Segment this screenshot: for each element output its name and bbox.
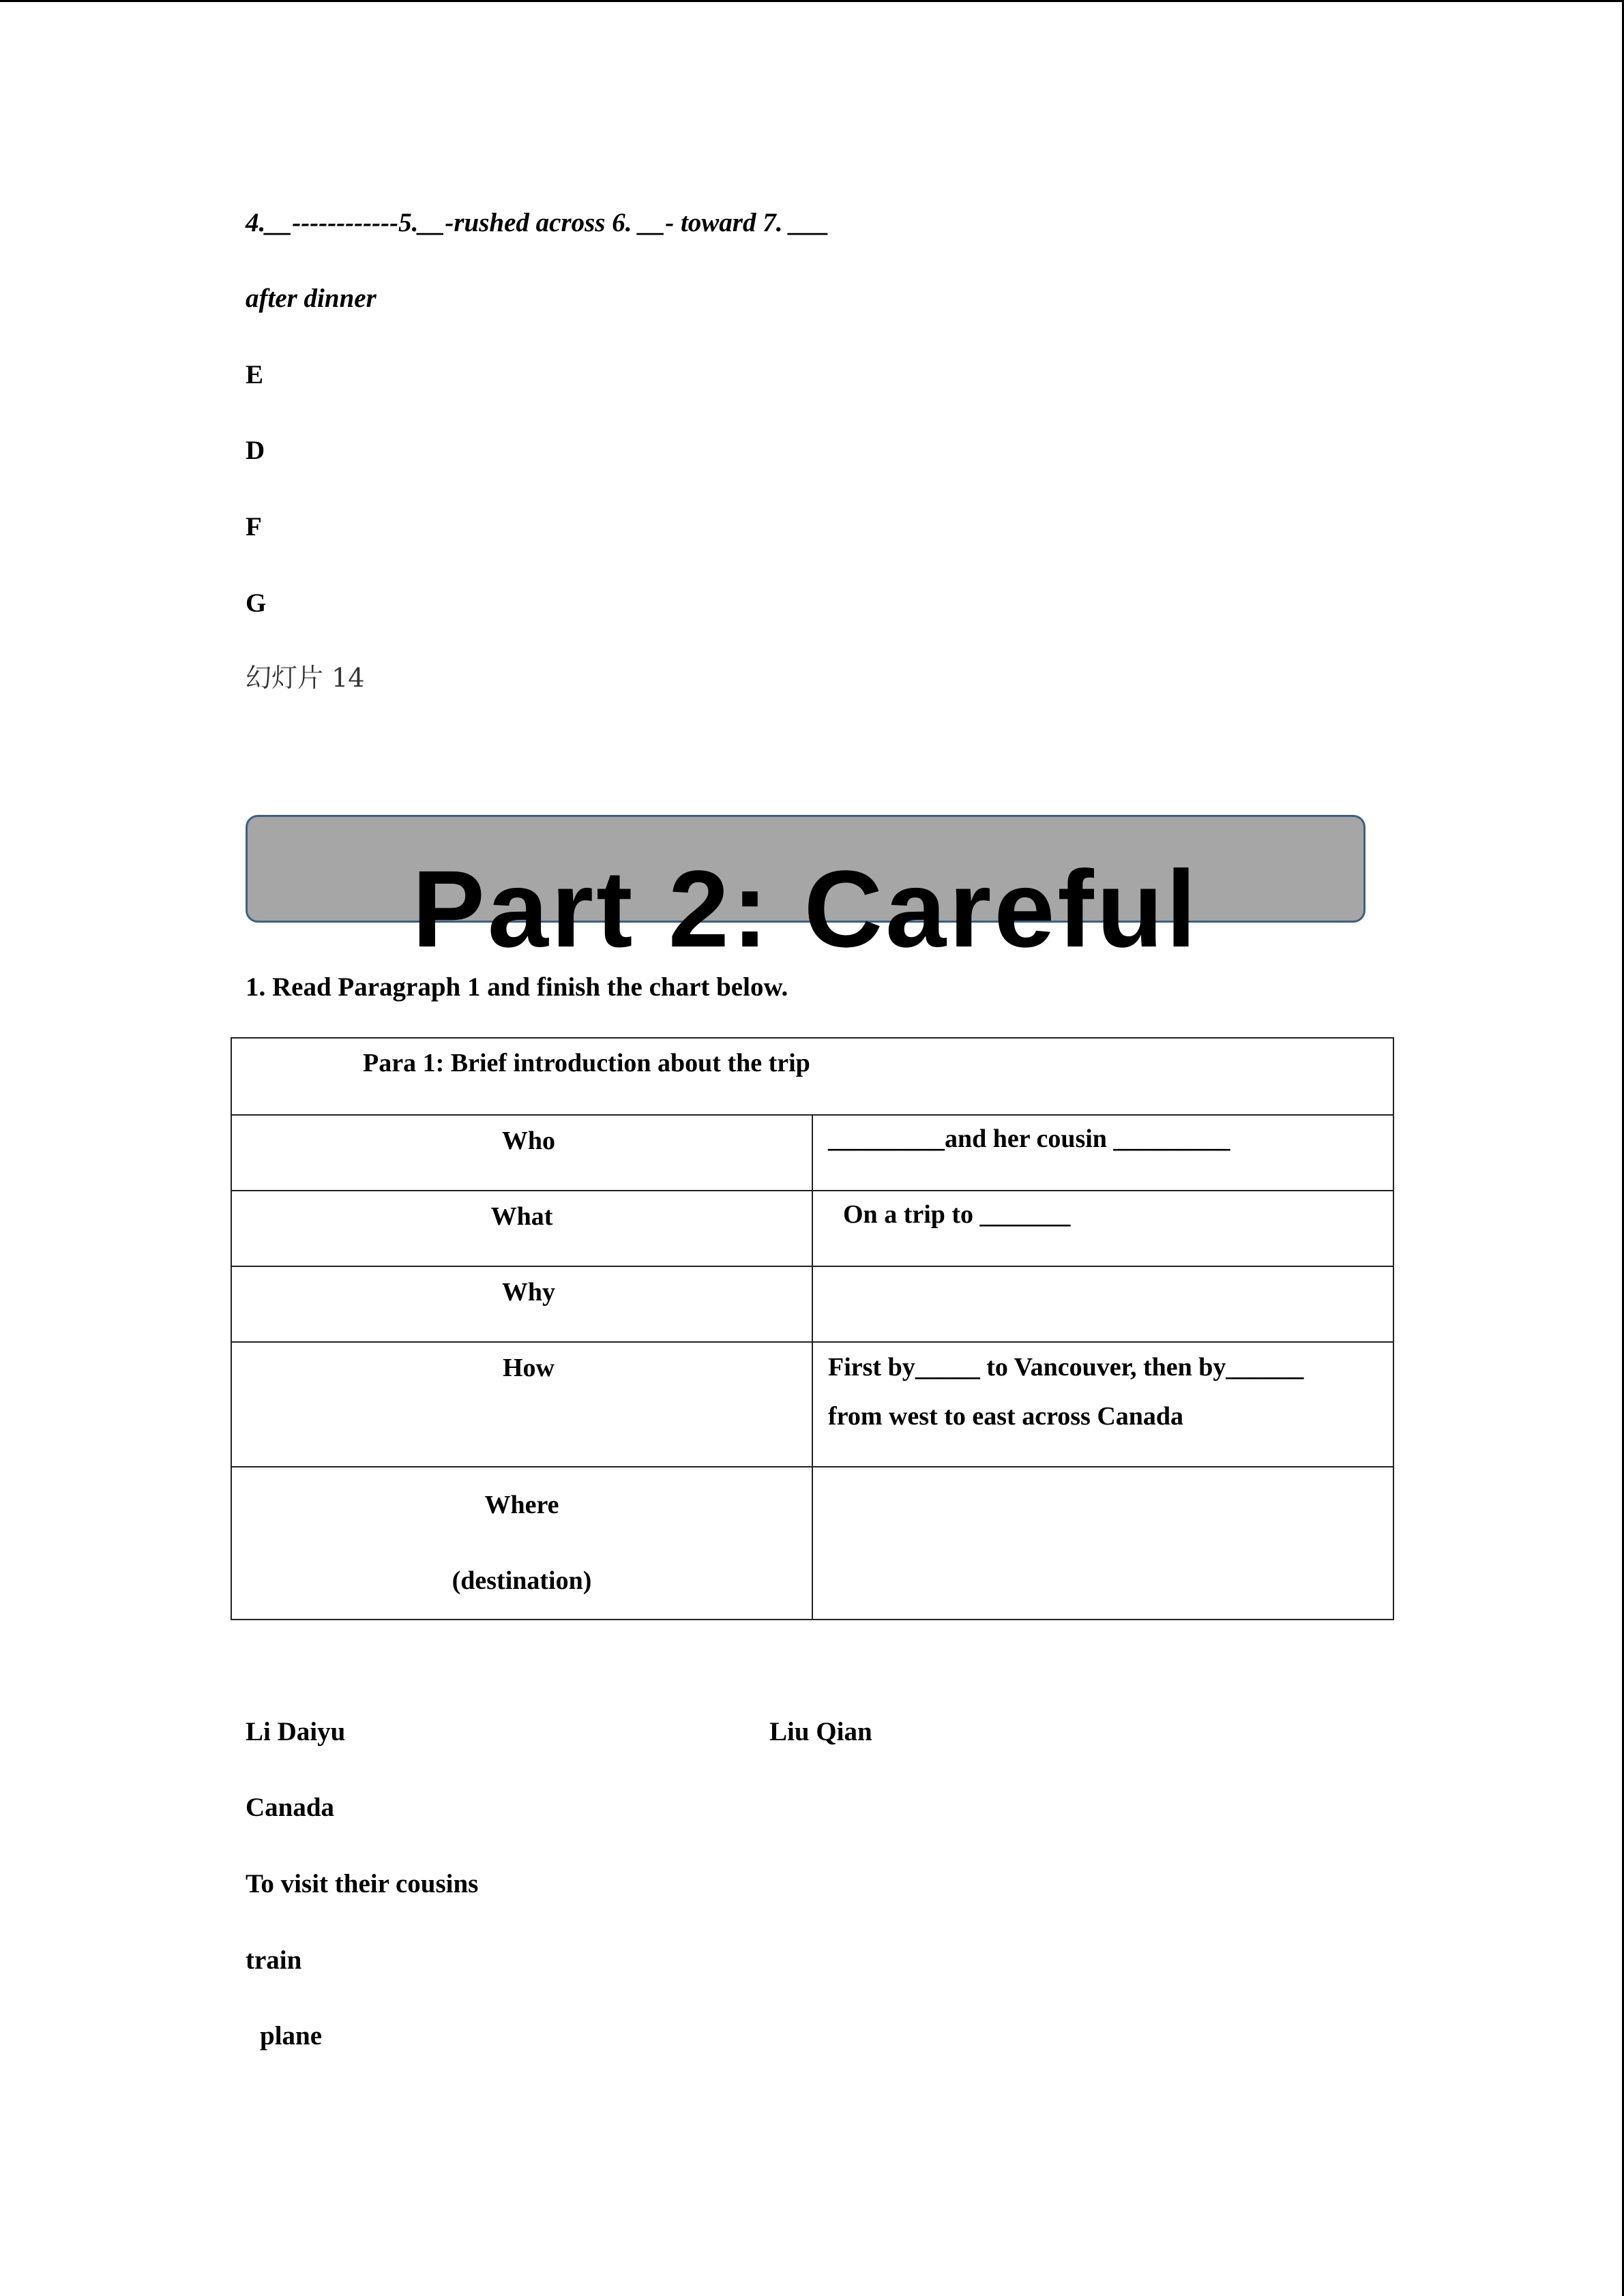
answer-canada: Canada (246, 1793, 335, 1822)
table-row (231, 1266, 1393, 1342)
answer-e: E (246, 360, 264, 389)
row-label-where: Where (484, 1491, 559, 1519)
row-label-how: How (503, 1354, 555, 1382)
row-value-cell (812, 1191, 1393, 1266)
table-row (231, 1342, 1393, 1467)
table-row (231, 1115, 1393, 1191)
row-label-what: What (490, 1202, 553, 1231)
page-border-top (0, 0, 1624, 2)
row-value-how-line1: First by_____ to Vancouver, then by______ (828, 1353, 1304, 1382)
row-value-who: _________and her cousin _________ (828, 1124, 1230, 1153)
row-value-cell (812, 1266, 1393, 1342)
row-value-how-line2: from west to east across Canada (828, 1402, 1184, 1431)
answer-liu-qian: Liu Qian (769, 1717, 872, 1746)
chart-header-row (231, 1038, 1393, 1115)
chart-header-cell (231, 1038, 1393, 1115)
answer-train: train (246, 1945, 302, 1975)
table-row (231, 1191, 1393, 1266)
slide-label: 幻灯片 14 (246, 663, 365, 693)
row-value-where (813, 1467, 1393, 1478)
answer-li-daiyu: Li Daiyu (246, 1717, 346, 1746)
answer-g: G (246, 588, 267, 618)
row-value-cell (812, 1342, 1393, 1467)
intro-chart-table (231, 1037, 1394, 1620)
answer-visit: To visit their cousins (246, 1869, 479, 1898)
row-value-cell (812, 1467, 1393, 1620)
after-dinner-text: after dinner (246, 284, 377, 313)
row-label-cell (231, 1191, 812, 1266)
row-value-how (813, 1343, 1393, 1441)
row-label-where-wrap (232, 1467, 812, 1619)
row-value-why (813, 1267, 1393, 1277)
instruction-text: 1. Read Paragraph 1 and finish the chart below. (246, 972, 788, 1002)
blanks-line: 4.__------------5.__-rushed across 6. __- toward 7. ___ (246, 208, 829, 237)
row-value-cell (812, 1115, 1393, 1191)
row-label-destination: (destination) (452, 1566, 592, 1595)
row-label-who: Who (501, 1127, 556, 1155)
chart-header-text: Para 1: Brief introduction about the trip (363, 1049, 810, 1077)
answer-f: F (246, 512, 262, 541)
row-label-cell (231, 1342, 812, 1467)
answer-plane: plane (260, 2021, 323, 2051)
answer-d: D (246, 436, 265, 465)
table-row (231, 1467, 1393, 1620)
row-label-cell (231, 1266, 812, 1342)
row-label-why: Why (501, 1278, 556, 1307)
banner-title: Part 2: Careful (412, 848, 1199, 970)
row-label-cell (231, 1115, 812, 1191)
section-banner (246, 815, 1365, 970)
row-value-what: On a trip to _______ (843, 1200, 1071, 1229)
row-label-cell (231, 1467, 812, 1620)
